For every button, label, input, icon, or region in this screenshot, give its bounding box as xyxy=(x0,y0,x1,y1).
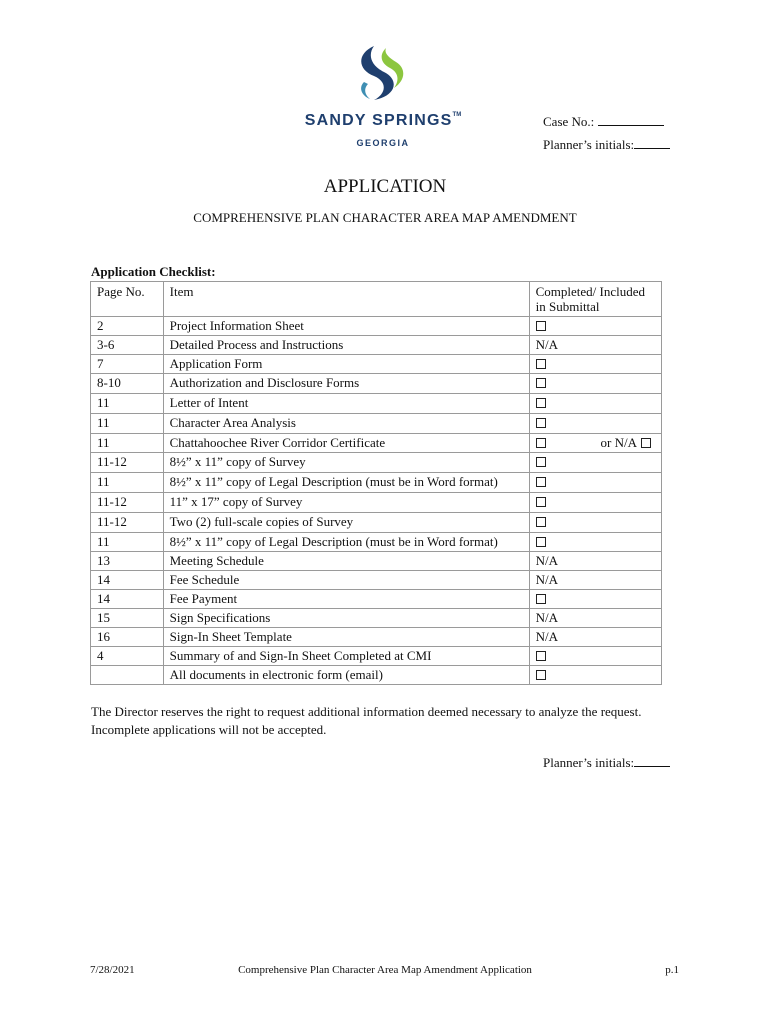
row-item: 8½” x 11” copy of Legal Description (must be in Word format) xyxy=(163,533,529,552)
row-completed xyxy=(529,473,661,493)
sandy-springs-logo xyxy=(290,44,480,154)
table-row xyxy=(91,571,662,590)
checklist-body xyxy=(91,317,662,685)
checkbox[interactable] xyxy=(536,359,546,369)
table-row xyxy=(91,434,662,453)
checkbox[interactable] xyxy=(536,537,546,547)
director-note-line-1: The Director reserves the right to request additional information deemed necessary to analyze the request. xyxy=(91,704,642,719)
row-item: Summary of and Sign-In Sheet Completed at CMI xyxy=(163,647,529,666)
table-row xyxy=(91,493,662,513)
planner-initials-bottom-field[interactable] xyxy=(634,749,670,767)
director-note xyxy=(91,703,691,739)
row-item: 8½” x 11” copy of Survey xyxy=(163,453,529,473)
row-page-no: 11 xyxy=(91,533,164,552)
row-item: Meeting Schedule xyxy=(163,552,529,571)
row-item: Project Information Sheet xyxy=(163,317,529,336)
row-completed xyxy=(529,666,661,685)
table-row xyxy=(91,336,662,355)
row-page-no: 11 xyxy=(91,394,164,414)
na-checkbox[interactable] xyxy=(641,438,651,448)
row-item: Sign-In Sheet Template xyxy=(163,628,529,647)
row-page-no: 14 xyxy=(91,571,164,590)
row-completed xyxy=(529,493,661,513)
row-item: Sign Specifications xyxy=(163,609,529,628)
row-page-no: 7 xyxy=(91,355,164,374)
table-row xyxy=(91,552,662,571)
row-page-no: 11-12 xyxy=(91,453,164,473)
row-completed xyxy=(529,533,661,552)
header-page-no: Page No. xyxy=(91,282,164,317)
row-page-no: 11 xyxy=(91,414,164,434)
row-completed xyxy=(529,609,661,628)
row-completed xyxy=(529,552,661,571)
row-page-no xyxy=(91,666,164,685)
footer-title: Comprehensive Plan Character Area Map Amendment Application xyxy=(238,964,532,976)
row-page-no: 15 xyxy=(91,609,164,628)
row-item: Chattahoochee River Corridor Certificate xyxy=(163,434,529,453)
document-title: APPLICATION xyxy=(323,176,447,197)
row-completed xyxy=(529,647,661,666)
checkbox[interactable] xyxy=(536,321,546,331)
table-row xyxy=(91,473,662,493)
row-page-no: 3-6 xyxy=(91,336,164,355)
table-row xyxy=(91,666,662,685)
row-item: 11” x 17” copy of Survey xyxy=(163,493,529,513)
row-item: Authorization and Disclosure Forms xyxy=(163,374,529,394)
table-row xyxy=(91,317,662,336)
checkbox[interactable] xyxy=(536,457,546,467)
table-row xyxy=(91,394,662,414)
table-row xyxy=(91,355,662,374)
row-item: Application Form xyxy=(163,355,529,374)
row-page-no: 11-12 xyxy=(91,513,164,533)
logo-subtitle: GEORGIA xyxy=(356,138,410,148)
row-page-no: 11-12 xyxy=(91,493,164,513)
case-number-field[interactable] xyxy=(598,112,664,126)
table-row xyxy=(91,453,662,473)
not-applicable-text: N/A xyxy=(535,337,559,352)
row-page-no: 4 xyxy=(91,647,164,666)
document-subtitle: COMPREHENSIVE PLAN CHARACTER AREA MAP AMENDMENT xyxy=(193,210,577,225)
not-applicable-text: N/A xyxy=(535,629,559,644)
checkbox[interactable] xyxy=(536,670,546,680)
planner-initials-field[interactable] xyxy=(634,131,670,149)
row-item: Fee Schedule xyxy=(163,571,529,590)
header-completed: Completed/ Included in Submittal xyxy=(529,282,661,317)
row-item: Letter of Intent xyxy=(163,394,529,414)
case-number-label: Case No.: xyxy=(543,114,595,129)
table-row xyxy=(91,513,662,533)
checkbox[interactable] xyxy=(536,477,546,487)
row-page-no: 13 xyxy=(91,552,164,571)
row-page-no: 14 xyxy=(91,590,164,609)
application-checklist-table xyxy=(90,281,662,685)
row-item: 8½” x 11” copy of Legal Description (must be in Word format) xyxy=(163,473,529,493)
row-completed xyxy=(529,434,661,453)
checkbox[interactable] xyxy=(536,398,546,408)
row-page-no: 11 xyxy=(91,473,164,493)
row-item: Character Area Analysis xyxy=(163,414,529,434)
trademark-mark: TM xyxy=(452,112,462,118)
row-completed xyxy=(529,336,661,355)
case-info-block xyxy=(543,112,670,154)
checkbox[interactable] xyxy=(536,517,546,527)
row-completed xyxy=(529,317,661,336)
checklist-heading: Application Checklist: xyxy=(91,264,216,279)
row-page-no: 2 xyxy=(91,317,164,336)
row-completed xyxy=(529,628,661,647)
row-completed xyxy=(529,571,661,590)
checkbox[interactable] xyxy=(536,497,546,507)
row-page-no: 8-10 xyxy=(91,374,164,394)
row-completed xyxy=(529,394,661,414)
footer-date: 7/28/2021 xyxy=(90,964,135,976)
checkbox[interactable] xyxy=(536,438,546,448)
planner-initials-bottom xyxy=(543,749,670,771)
checkbox[interactable] xyxy=(536,418,546,428)
table-row xyxy=(91,590,662,609)
table-row xyxy=(91,414,662,434)
table-row xyxy=(91,374,662,394)
checkbox[interactable] xyxy=(536,378,546,388)
row-item: Fee Payment xyxy=(163,590,529,609)
table-row xyxy=(91,628,662,647)
row-completed xyxy=(529,513,661,533)
not-applicable-text: N/A xyxy=(535,572,559,587)
director-note-line-2: Incomplete applications will not be accepted. xyxy=(91,722,327,737)
table-row xyxy=(91,647,662,666)
row-page-no: 11 xyxy=(91,434,164,453)
or-na-label: or N/A xyxy=(600,435,637,450)
row-completed xyxy=(529,414,661,434)
row-completed xyxy=(529,590,661,609)
sandy-springs-logo-mark-icon xyxy=(352,44,412,102)
checkbox[interactable] xyxy=(536,594,546,604)
checklist-header-row xyxy=(91,282,662,317)
logo-brand-text: SANDY SPRINGS™ xyxy=(304,112,462,129)
row-item: Detailed Process and Instructions xyxy=(163,336,529,355)
table-row xyxy=(91,609,662,628)
row-completed xyxy=(529,453,661,473)
row-item: All documents in electronic form (email) xyxy=(163,666,529,685)
footer-page-number: p.1 xyxy=(665,964,679,976)
row-completed xyxy=(529,355,661,374)
not-applicable-text: N/A xyxy=(535,553,559,568)
table-row xyxy=(91,533,662,552)
row-item: Two (2) full-scale copies of Survey xyxy=(163,513,529,533)
checkbox[interactable] xyxy=(536,651,546,661)
not-applicable-text: N/A xyxy=(535,610,559,625)
row-page-no: 16 xyxy=(91,628,164,647)
or-na-option xyxy=(601,435,651,450)
planner-initials-bottom-label: Planner’s initials: xyxy=(543,755,635,770)
header-item: Item xyxy=(163,282,529,317)
row-completed xyxy=(529,374,661,394)
planner-initials-label: Planner’s initials: xyxy=(543,137,635,152)
